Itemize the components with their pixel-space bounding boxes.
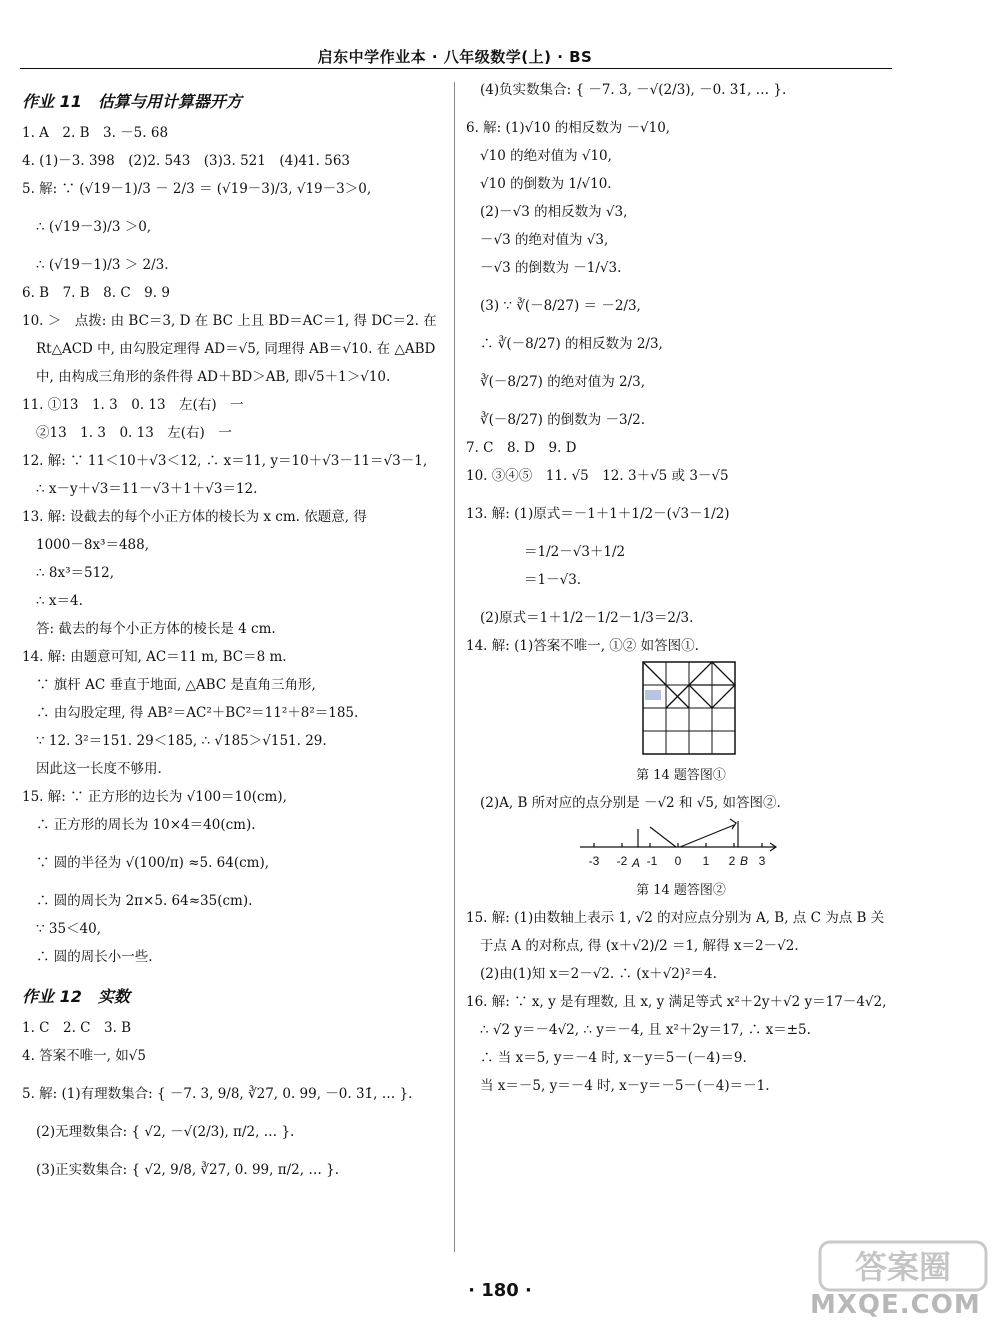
answer-line: 14. 解: (1)答案不唯一, ①② 如答图①. [466,638,699,654]
answer-line: 6. B 7. B 8. C 9. 9 [22,284,170,301]
answer-line: ∵ 旗杆 AC 垂直于地面, △ABC 是直角三角形, [36,676,316,693]
answer-line: －√3 的绝对值为 √3, [480,232,609,248]
answer-line: ∴ x＝4. [36,592,83,609]
page-number: · 180 · [468,1280,532,1301]
answer-line: 7. C 8. D 9. D [466,440,577,456]
axis-label: -2 [616,853,628,868]
answer-line: 13. 解: 设截去的每个小正方体的棱长为 x cm. 依题意, 得 [22,508,367,525]
answer-line: ∴ √2 y＝－4√2, ∴ y＝－4, 且 x²＋2y＝17, ∴ x＝±5. [480,1021,811,1038]
answer-line: ∵ 35＜40, [36,920,102,937]
answer-line: 15. 解: (1)由数轴上表示 1, √2 的对应点分别为 A, B, 点 C 为点 B 关 [466,909,885,926]
answer-line: (2)A, B 所对应的点分别是 －√2 和 √5, 如答图②. [480,794,781,811]
answer-line: 15. 解: ∵ 正方形的边长为 √100＝10(cm), [22,788,287,805]
axis-label: 1 [702,853,710,868]
answer-line: ∛(－8/27) 的绝对值为 2/3, [480,374,646,390]
section-title-12: 作业 12 实数 [22,986,130,1006]
answer-line: ∛(－8/27) 的倒数为 －3/2. [480,412,646,428]
answer-line: 因此这一长度不够用. [36,760,162,777]
answer-line: (4)负实数集合: { －7. 3, －√(2/3), －0. 3̇1̇, … }. [480,82,787,98]
grid-highlight [645,690,661,700]
answer-line: ＝1/2－√3＋1/2 [524,544,626,560]
answer-line: (2)－√3 的相反数为 √3, [480,204,628,220]
answer-line: (2)由(1)知 x＝2－√2. ∴ (x＋√2)²＝4. [480,965,717,982]
left-column [22,82,452,1180]
answer-line: 1. C 2. C 3. B [22,1019,132,1036]
figure-1-caption: 第 14 题答图① [636,768,726,783]
watermark-logo-icon [818,1238,988,1294]
answer-line: 1. A 2. B 3. －5. 68 [22,124,169,141]
answer-line: 答: 截去的每个小正方体的棱长是 4 cm. [36,620,276,637]
grid-figure-1 [621,660,741,764]
answer-line: √10 的绝对值为 √10, [480,148,612,164]
answer-line: (2)无理数集合: { √2, －√(2/3), π/2, … }. [36,1123,295,1140]
answer-line: (3) ∵ ∛(－8/27) ＝ －2/3, [480,298,641,314]
answer-line: 16. 解: ∵ x, y 是有理数, 且 x, y 满足等式 x²＋2y＋√2 y＝17－4√2, [466,993,887,1010]
answer-line: Rt△ACD 中, 由勾股定理得 AD＝√5, 同理得 AB＝√10. 在 △ABD [36,340,436,357]
answer-line: 当 x＝－5, y＝－4 时, x－y＝－5－(－4)＝－1. [480,1077,770,1094]
answer-line: 1000－8x³＝488, [36,536,150,553]
answer-line: 12. 解: ∵ 11＜10＋√3＜12, ∴ x＝11, y＝10＋√3－11＝√3－1, [22,452,428,469]
answer-line: 5. 解: ∵ (√19－1)/3 － 2/3 ＝ (√19－3)/3, √19－3＞0, [22,180,372,197]
watermark-logo-text: 答案圈 [854,1248,952,1286]
axis-label: -3 [588,853,600,868]
axis-label: 0 [674,853,682,868]
answer-line: ∴ (√19－1)/3 ＞ 2/3. [36,256,169,273]
right-column [466,82,896,1096]
column-divider [454,82,455,1252]
answer-line: ∴ x－y＋√3＝11－√3＋1＋√3＝12. [36,480,258,497]
answer-line: 13. 解: (1)原式＝－1＋1＋1/2－(√3－1/2) [466,506,730,522]
figure-2-caption: 第 14 题答图② [636,882,726,898]
axis-label: -1 [646,853,658,868]
answer-line: ∴ 正方形的周长为 10×4＝40(cm). [36,816,256,833]
answer-line: 于点 A 的对称点, 得 (x＋√2)/2 ＝1, 解得 x＝2－√2. [480,937,799,954]
answer-line: ∵ 12. 3²＝151. 29＜185, ∴ √185＞√151. 29. [36,732,327,749]
answer-line: 10. ＞ 点拨: 由 BC＝3, D 在 BC 上且 BD＝AC＝1, 得 DC＝2. 在 [22,312,437,329]
watermark-url: MXQE.COM [810,1290,981,1320]
answer-line: ∴ 由勾股定理, 得 AB²＝AC²＋BC²＝11²＋8²＝185. [36,704,359,721]
number-line-figure-2 [576,817,786,879]
axis-label: 2 [728,853,736,868]
answer-line: 10. ③④⑤ 11. √5 12. 3＋√5 或 3－√5 [466,468,729,484]
answer-line: 4. (1)－3. 398 (2)2. 543 (3)3. 521 (4)41. 563 [22,152,351,169]
answer-line: －√3 的倒数为 －1/√3. [480,260,622,276]
answer-line: ∴ ∛(－8/27) 的相反数为 2/3, [480,336,663,352]
answer-line: 14. 解: 由题意可知, AC＝11 m, BC＝8 m. [22,648,287,665]
axis-label: A [631,855,641,870]
answer-line: 中, 由构成三角形的条件得 AD＋BD＞AB, 即√5＋1＞√10. [36,368,391,385]
answer-line: 5. 解: (1)有理数集合: { －7. 3, 9/8, ∛27, 0. 99, －0. 3̇1̇, … }. [22,1085,413,1102]
section-title-11: 作业 11 估算与用计算器开方 [22,92,242,111]
answer-line: 6. 解: (1)√10 的相反数为 －√10, [466,120,671,136]
answer-line: ＝1－√3. [524,572,582,588]
answer-line: ∴ 圆的周长为 2π×5. 64≈35(cm). [36,892,253,909]
answer-line: ∴ 当 x＝5, y＝－4 时, x－y＝5－(－4)＝9. [480,1049,747,1066]
answer-line: ②13 1. 3 0. 13 左(右) 一 [36,424,232,441]
answer-line: √10 的倒数为 1/√10. [480,176,612,192]
answer-line: 4. 答案不唯一, 如√5 [22,1047,146,1064]
answer-line: 11. ①13 1. 3 0. 13 左(右) 一 [22,396,244,413]
axis-label: 3 [758,853,766,868]
answer-line: (3)正实数集合: { √2, 9/8, ∛27, 0. 99, π/2, … }. [36,1161,339,1178]
page-header: 启东中学作业本 · 八年级数学(上) · BS [317,48,593,66]
answer-line: ∵ 圆的半径为 √(100/π) ≈5. 64(cm), [36,854,270,871]
answer-line: ∴ 圆的周长小一些. [36,948,153,965]
answer-line: ∴ 8x³＝512, [36,564,115,581]
answer-line: (2)原式＝1＋1/2－1/2－1/3＝2/3. [480,610,694,626]
answer-line: ∴ (√19－3)/3 ＞0, [36,218,152,235]
axis-label: B [739,853,749,868]
header-rule [20,68,892,69]
